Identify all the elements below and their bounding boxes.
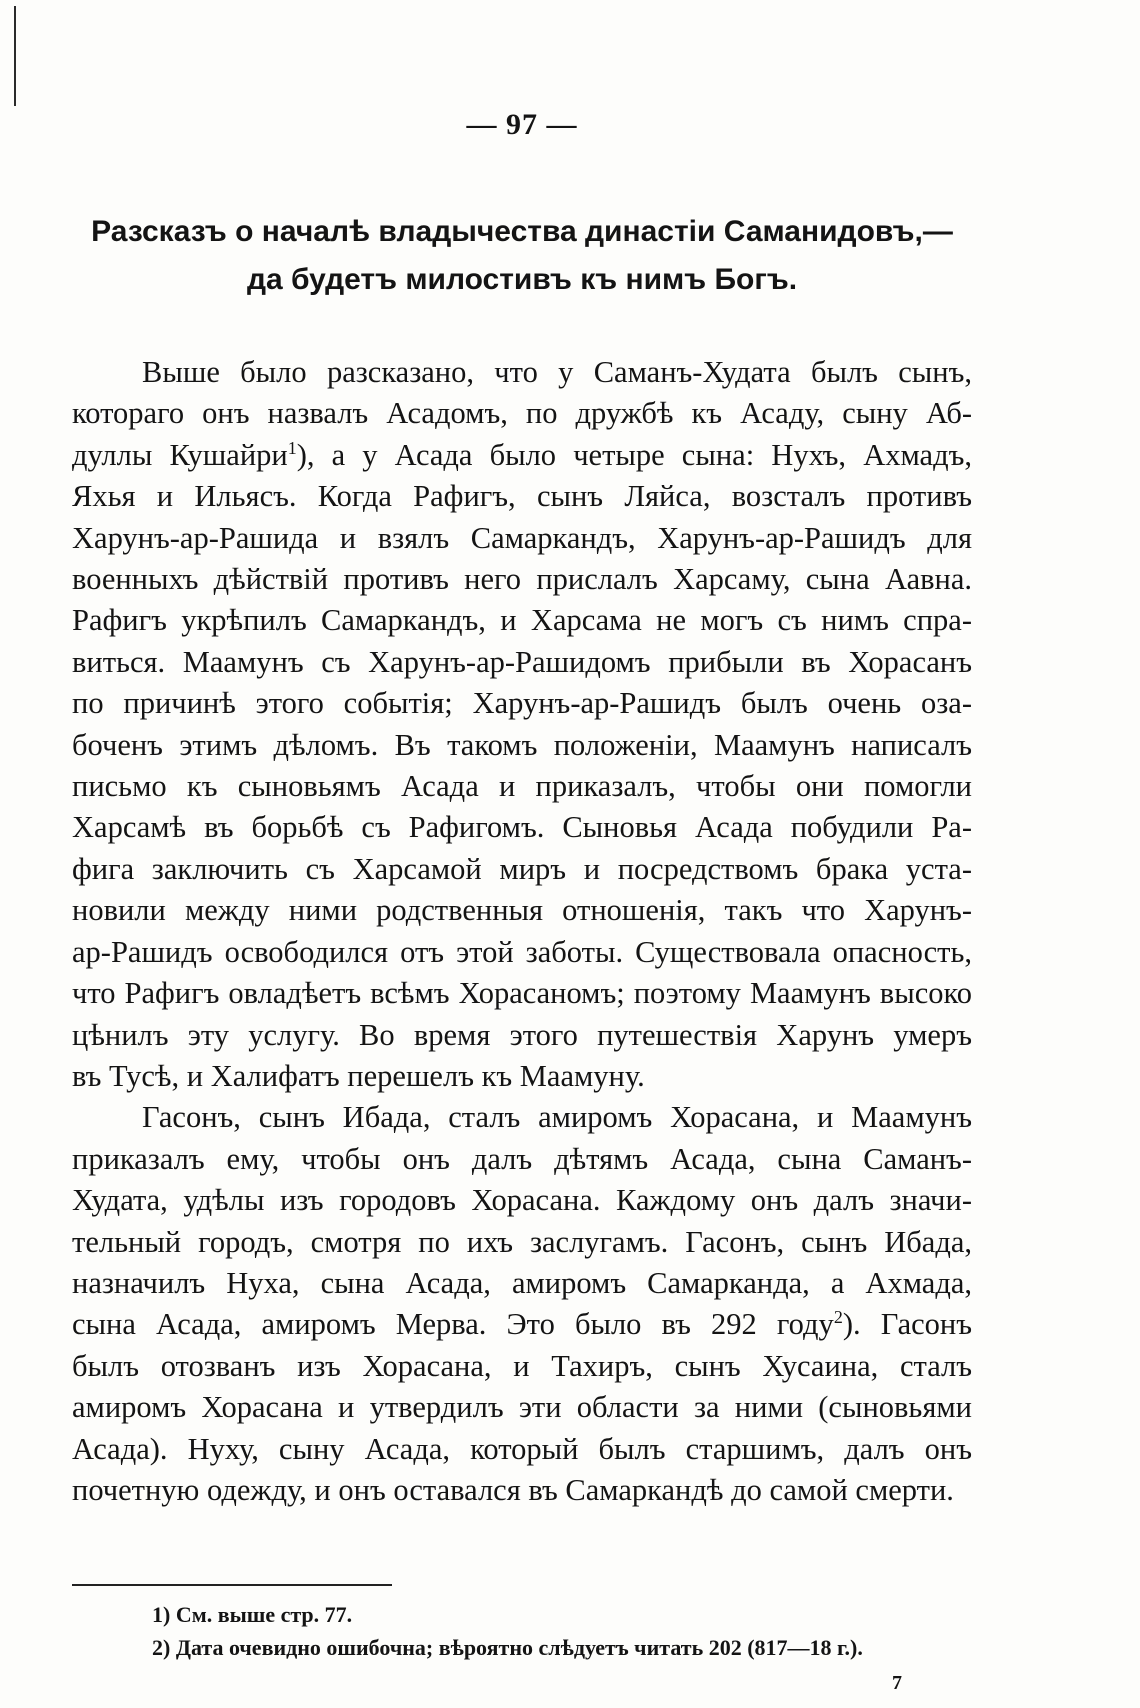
text-line: письмо къ сыновьямъ Асада и приказалъ, чтобы они помогли bbox=[72, 769, 972, 804]
text-line: почетную одежду, и онъ оставался въ Самаркандѣ до самой смерти. bbox=[72, 1472, 954, 1507]
text-line: Выше было разсказано, что у Саманъ-Худата былъ сынъ, bbox=[142, 355, 972, 389]
text-line: фига заключить съ Харсамой миръ и посредствомъ брака уста- bbox=[72, 851, 972, 886]
text-line: былъ отозванъ изъ Хорасана, и Тахиръ, сынъ Хусаина, сталъ bbox=[72, 1348, 972, 1383]
text-line: Харсамѣ въ борьбѣ съ Рафигомъ. Сыновья Асада побудили Ра- bbox=[72, 810, 972, 845]
footnote-reference: 1 bbox=[287, 437, 297, 458]
text-line: амиромъ Хорасана и утвердилъ эти области за ними (сыновьями bbox=[72, 1390, 972, 1425]
heading-line-2: да будетъ милостивъ къ нимъ Богъ. bbox=[246, 263, 798, 296]
text-line: новили между ними родственныя отношенія, такъ что Харунъ- bbox=[72, 893, 972, 928]
text-segment: дуллы Кушайри bbox=[72, 437, 288, 472]
footnote-text: Дата очевидно ошибочна; вѣроятно слѣдуетъ читать 202 (817—18 г.). bbox=[175, 1635, 863, 1660]
footnote-mark: 1) bbox=[152, 1602, 171, 1627]
text-segment: сына Асада, амиромъ Мерва. Это было въ 292 году bbox=[72, 1307, 834, 1342]
text-line: приказалъ ему, чтобы онъ далъ дѣтямъ Асада, сына Саманъ- bbox=[72, 1141, 972, 1176]
text-line: назначилъ Нуха, сына Асада, амиромъ Самарканда, а Ахмада, bbox=[72, 1265, 972, 1300]
chapter-heading bbox=[72, 208, 972, 304]
heading-line-1: Разсказъ о началѣ владычества династіи Саманидовъ,— bbox=[91, 215, 953, 248]
footnote-2 bbox=[152, 1631, 1012, 1664]
text-line: Яхья и Ильясъ. Когда Рафигъ, сынъ Ляйса, возсталъ противъ bbox=[72, 479, 972, 514]
footnotes bbox=[152, 1598, 1012, 1664]
text-line: Рафигъ укрѣпилъ Самаркандъ, и Харсама не могъ съ нимъ спра- bbox=[72, 603, 972, 638]
text-line: Асада). Нуху, сыну Асада, который былъ старшимъ, далъ онъ bbox=[72, 1431, 972, 1466]
text-line: военныхъ дѣйствій противъ него прислалъ Харсаму, сына Аавна. bbox=[72, 562, 972, 597]
body-text bbox=[72, 352, 972, 1511]
footnote-text: См. выше стр. 77. bbox=[175, 1602, 353, 1627]
text-line: Худата, удѣлы изъ городовъ Хорасана. Каждому онъ далъ значи- bbox=[72, 1183, 972, 1218]
footnote-reference: 2 bbox=[833, 1307, 843, 1328]
book-page bbox=[72, 0, 972, 1708]
text-line: боченъ этимъ дѣломъ. Въ такомъ положеніи, Маамунъ написалъ bbox=[72, 727, 972, 762]
text-line: цѣнилъ эту услугу. Во время этого путешествія Харунъ умеръ bbox=[72, 1017, 972, 1052]
text-segment: ). Гасонъ bbox=[842, 1307, 972, 1342]
binding-margin-line bbox=[14, 6, 16, 106]
footnote-1 bbox=[152, 1598, 1012, 1631]
printer-signature-mark: 7 bbox=[892, 1672, 902, 1694]
text-segment: ), а у Асада было четыре сына: Нухъ, Ахмадъ, bbox=[296, 437, 973, 472]
page-number: — 97 — bbox=[466, 108, 578, 141]
text-line: въ Тусѣ, и Халифатъ перешелъ къ Маамуну. bbox=[72, 1058, 645, 1093]
text-line: по причинѣ этого событія; Харунъ-ар-Рашидъ былъ очень оза- bbox=[72, 686, 972, 721]
text-line bbox=[72, 1304, 972, 1345]
text-line: Гасонъ, сынъ Ибада, сталъ амиромъ Хорасана, и Маамунъ bbox=[142, 1100, 972, 1135]
text-line: Харунъ-ар-Рашида и взялъ Самаркандъ, Харунъ-ар-Рашидъ для bbox=[72, 520, 972, 555]
footnote-rule bbox=[72, 1584, 392, 1586]
text-line: тельный городъ, смотря по ихъ заслугамъ. Гасонъ, сынъ Ибада, bbox=[72, 1224, 972, 1259]
text-line: что Рафигъ овладѣетъ всѣмъ Хорасаномъ; поэтому Маамунъ высоко bbox=[72, 976, 972, 1011]
text-line: виться. Маамунъ съ Харунъ-ар-Рашидомъ прибыли въ Хорасанъ bbox=[72, 644, 972, 679]
text-line bbox=[72, 435, 972, 476]
text-line: ар-Рашидъ освободился отъ этой заботы. Существовала опасность, bbox=[72, 934, 972, 969]
footnote-mark: 2) bbox=[152, 1635, 171, 1660]
text-line: котораго онъ назвалъ Асадомъ, по дружбѣ къ Асаду, сыну Аб- bbox=[72, 396, 972, 431]
